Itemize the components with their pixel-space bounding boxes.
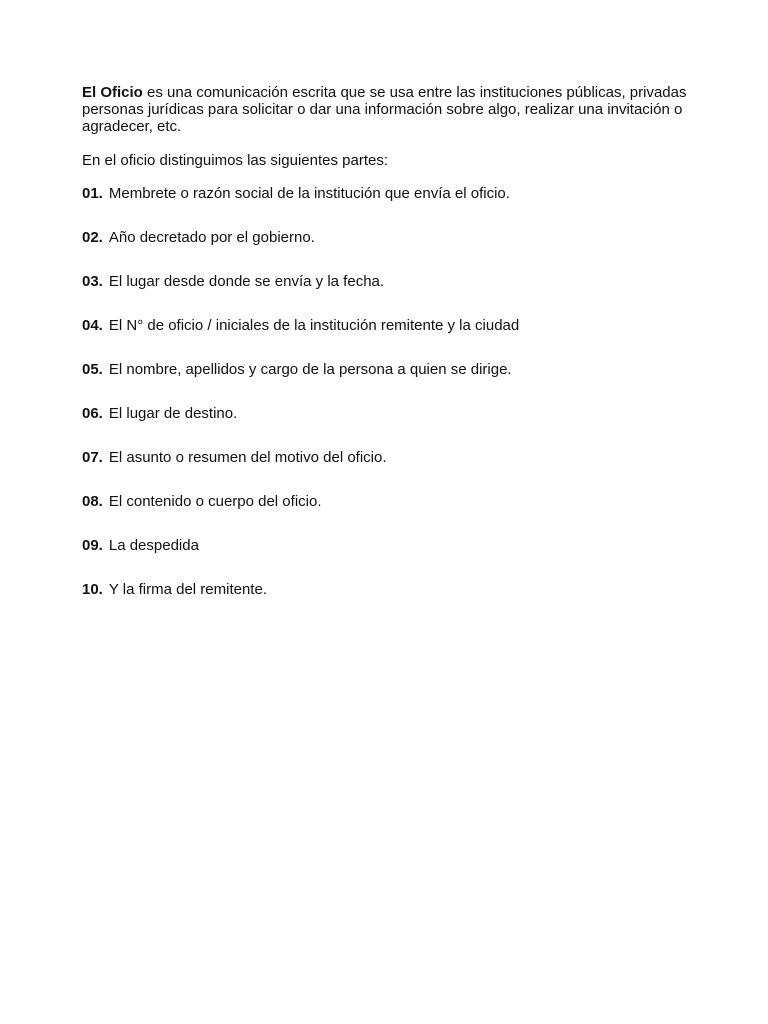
item-text: Membrete o razón social de la institución que envía el oficio.	[108, 185, 510, 202]
parts-list	[82, 185, 708, 625]
item-text: El contenido o cuerpo del oficio.	[108, 493, 322, 510]
list-item	[82, 229, 708, 273]
item-text: El N° de oficio / iniciales de la institución remitente y la ciudad	[108, 317, 520, 334]
item-text: El lugar de destino.	[108, 405, 238, 422]
item-text: Año decretado por el gobierno.	[108, 229, 315, 246]
item-text: El asunto o resumen del motivo del oficio.	[108, 449, 387, 466]
intro-paragraph	[82, 84, 708, 135]
list-item	[82, 537, 708, 581]
list-item	[82, 581, 708, 625]
item-number: 06.	[82, 405, 103, 422]
list-item	[82, 449, 708, 493]
item-number: 01.	[82, 185, 103, 202]
intro-text: es una comunicación escrita que se usa entre las instituciones públicas, privadas personas jurídicas para solicitar o dar una información sobre algo, realizar una invitación o agradecer, etc.	[82, 84, 687, 135]
item-text: El nombre, apellidos y cargo de la persona a quien se dirige.	[108, 361, 512, 378]
item-number: 02.	[82, 229, 103, 246]
item-number: 08.	[82, 493, 103, 510]
item-number: 09.	[82, 537, 103, 554]
list-item	[82, 273, 708, 317]
item-number: 04.	[82, 317, 103, 334]
item-text: El lugar desde donde se envía y la fecha.	[108, 273, 385, 290]
list-item	[82, 185, 708, 229]
list-item	[82, 405, 708, 449]
intro-term: El Oficio	[82, 84, 143, 101]
list-item	[82, 317, 708, 361]
parts-lead: En el oficio distinguimos las siguientes partes:	[82, 152, 388, 169]
item-number: 07.	[82, 449, 103, 466]
list-item	[82, 493, 708, 537]
item-text: La despedida	[108, 537, 199, 554]
item-number: 05.	[82, 361, 103, 378]
item-text: Y la firma del remitente.	[108, 581, 267, 598]
item-number: 03.	[82, 273, 103, 290]
list-item	[82, 361, 708, 405]
item-number: 10.	[82, 581, 103, 598]
